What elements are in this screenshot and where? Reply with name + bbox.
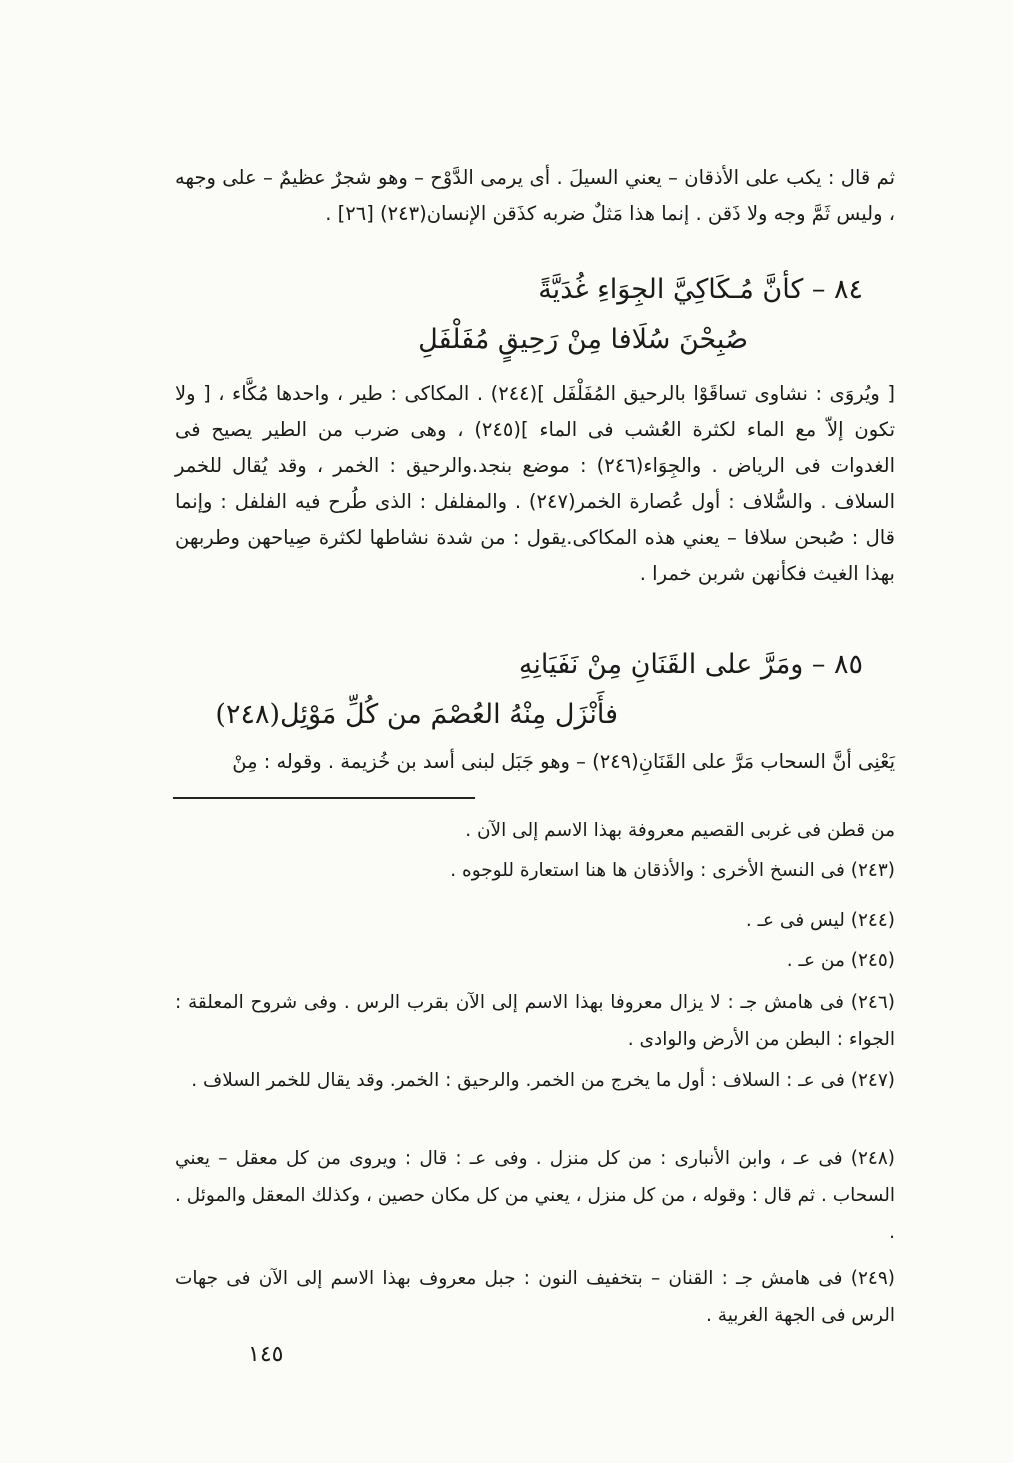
footnote-continuation: من قطن فى غربى القصيم معروفة بهذا الاسم إلى الآن . bbox=[465, 820, 895, 841]
footnote-249: (٢٤٩) فى هامش جـ : القنان – بتخفيف النون : جبل معروف بهذا الاسم إلى الآن فى جهات الرس فى الجهة الغربية . bbox=[175, 1268, 895, 1326]
paragraph-commentary: [ ويُروَى : نشاوى تساقَوْا بالرحيق المُفَلْفَل ](٢٤٤) . المكاكى : طير ، واحدها مُكَّاء ، [ ولا تكون إلاّ مع الماء لكثرة العُشب فى الماء ](٢٤٥) ، وهى ضرب من الطير يصيح فى الغدوات فى الرياض . والجِوَاء(٢٤٦) : موضع بنجد.والرحيق : الخمر ، وقد يُقال للخمر السلاف . والسُّلاف : أول عُصارة الخمر(٢٤٧) . والمفلفل : الذى طُرح فيه الفلفل : وإنما قال : صُبحن سلافا – يعني هذه المكاكى.يقول : من شدة نشاطها لكثرة صِياحهن وطربهن بهذا الغيث فكأنهن شربن خمرا . bbox=[175, 382, 895, 585]
footnote-245: (٢٤٥) من عـ . bbox=[786, 950, 895, 971]
footnote-separator bbox=[173, 797, 475, 799]
paragraph-qanan: يَعْنِى أنَّ السحاب مَرَّ على القَنَانِ(٢٤٩) – وهو جَبَل لبنى أسد بن خُزيمة . وقوله : مِنْ bbox=[232, 750, 895, 773]
verse-85-first-hemistich: ٨٥ – ومَرَّ على القَنَانِ مِنْ نَفَيَانِهِ bbox=[518, 649, 863, 680]
footnote-244: (٢٤٤) ليس فى عـ . bbox=[745, 910, 895, 931]
page-number: ١٤٥ bbox=[248, 1342, 284, 1367]
verse-84-second-hemistich: صُبِحْنَ سُلَافا مِنْ رَحِيقٍ مُفَلْفَلِ bbox=[418, 324, 748, 355]
paragraph-intro: ثم قال : يكب على الأذقان – يعني السيلَ . أى يرمى الدَّوْح – وهو شجرٌ عظيمٌ – على وجهه ، وليس ثَمَّ وجه ولا ذَقن . إنما هذا مَثلٌ ضربه كذَقن الإنسان(٢٤٣) [٢٦] . bbox=[175, 166, 895, 225]
footnote-246: (٢٤٦) فى هامش جـ : لا يزال معروفا بهذا الاسم إلى الآن بقرب الرس . وفى شروح المعلقة : الجواء : البطن من الأرض والوادى . bbox=[175, 992, 895, 1050]
footnote-247: (٢٤٧) فى عـ : السلاف : أول ما يخرج من الخمر. والرحيق : الخمر. وقد يقال للخمر السلاف . bbox=[191, 1070, 895, 1091]
footnote-248: (٢٤٨) فى عـ ، وابن الأنبارى : من كل منزل . وفى عـ : قال : ويروى من كل معقل – يعني السحاب . ثم قال : وقوله ، من كل منزل ، يعني من كل مكان حصين ، وكذلك المعقل والموئل . . bbox=[175, 1148, 895, 1243]
verse-84-first-hemistich: ٨٤ – كأنَّ مُـكَاكِيَّ الجِوَاءِ غُدَيَّةً bbox=[538, 274, 863, 305]
verse-85-second-hemistich: فأَنْزَل مِنْهُ العُصْمَ من كُلِّ مَوْئِل(٢٤٨) bbox=[215, 699, 618, 730]
footnote-243: (٢٤٣) فى النسخ الأخرى : والأذقان ها هنا استعارة للوجوه . bbox=[450, 860, 895, 881]
